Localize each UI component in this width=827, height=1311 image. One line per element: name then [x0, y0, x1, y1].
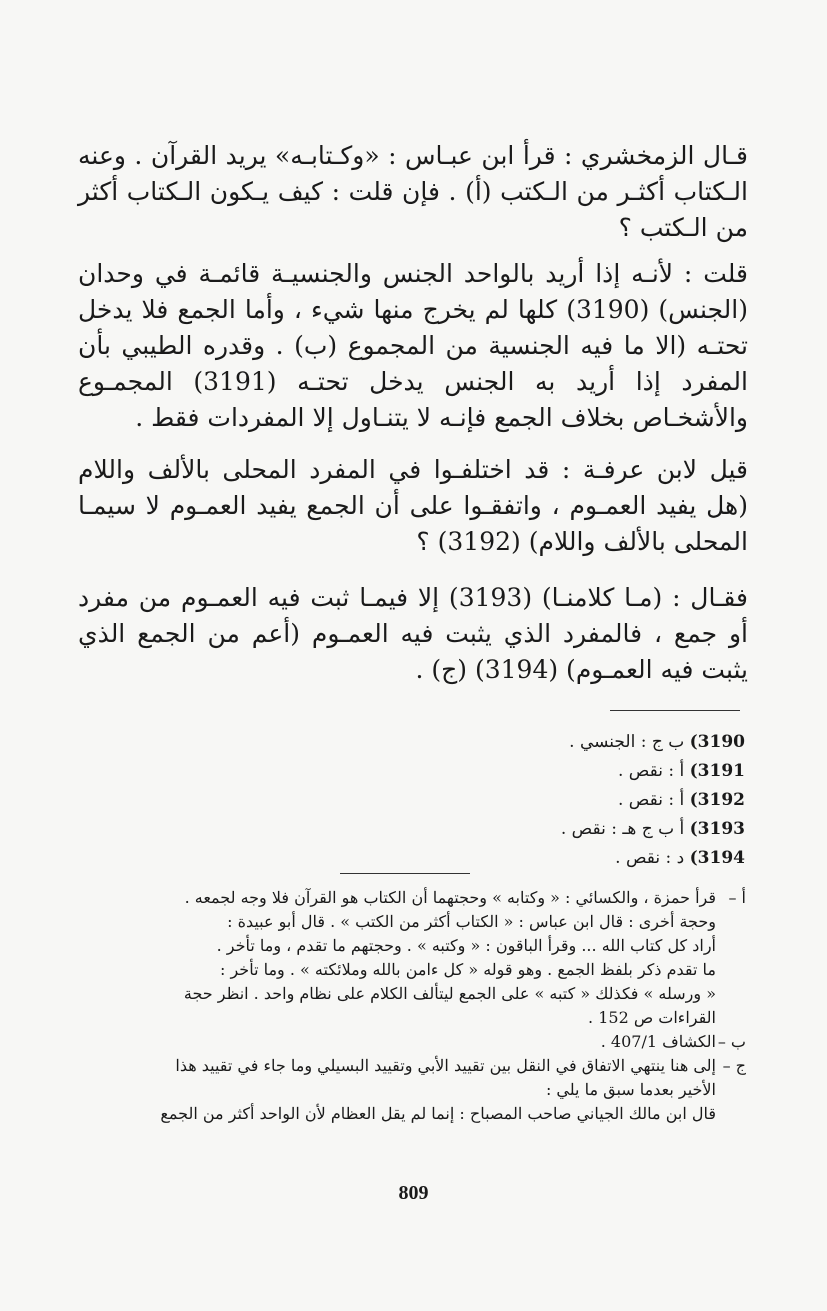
footnote-line: الكشاف 407/1 . — [600, 1032, 716, 1051]
paragraph-zamakhshari: قـال الزمخشري : قرأ ابن عبـاس : «وكـتابـه» يريد القرآن . وعنه الـكتاب أكثـر من الـكتب (أ) . فإن قلت : كيف يـكون الـكتاب أكثر من الـكتب ؟ — [78, 141, 748, 242]
variant-note — [500, 728, 745, 757]
variant-note-text: ب ج : الجنسي . — [569, 732, 685, 752]
footnotes — [78, 886, 746, 1126]
variant-note-number: 3191) — [689, 761, 745, 781]
variant-note-text: د : نقص . — [615, 848, 685, 868]
variant-note — [500, 815, 745, 844]
footnote-line: إلى هنا ينتهي الاتفاق في النقل بين تقييد الأبي وتقييد البسيلي وما جاء في تقييد هذا — [175, 1056, 716, 1075]
footnote-line: الأخير بعدما سبق ما يلي : — [545, 1080, 716, 1099]
notes-divider — [610, 710, 740, 711]
paragraph-reply: فقـال : (مـا كلامنـا) (3193) إلا فيمـا ثبت فيه العمـوم من مفرد أو جمع ، فالمفرد الذي يثبت فيه العمـوم (أعم من الجمع الذي يثبت فيه العمـوم) (3194) (ج) . — [78, 583, 749, 684]
footnote-line: القراءات ص 152 . — [588, 1008, 716, 1027]
variant-note-text: أ : نقص . — [617, 761, 685, 781]
footnote-line: قرأ حمزة ، والكسائي : « وكتابه » وحجتهما أن الكتاب هو القرآن فلا وجه لجمعه . — [184, 888, 716, 907]
footnote-jim — [78, 1054, 746, 1078]
footnote-ba — [78, 1030, 746, 1054]
footnote-label: ج – — [722, 1056, 746, 1075]
footnote-line: « ورسله » فكذلك « كتبه » على الجمع ليتألف الكلام على نظام واحد . انظر حجة — [183, 984, 716, 1003]
variant-notes — [500, 728, 745, 873]
variant-note — [500, 757, 745, 786]
footnotes-divider — [340, 873, 470, 874]
page-number: 809 — [398, 1182, 429, 1204]
variant-note-number: 3192) — [689, 790, 745, 810]
footnote-line: وحجة أخرى : قال ابن عباس : « الكتاب أكثر من الكتب » . قال أبو عبيدة : — [227, 912, 716, 931]
paragraph-answer: قلت : لأنـه إذا أريد بالواحد الجنس والجنسيـة قائمـة في وحدان (الجنس) (3190) كلها لم يخرج منها شيء ، وأما الجمع فلا يدخل تحتـه (الا ما فيه الجنسية من المجموع (ب) . وقدره الطيبي بأن المفرد إذا أريد به الجنس يدخل تحتـه (3191) المجمـوع والأشخـاص بخلاف الجمع فإنـه لا يتنـاول إلا المفردات فقط . — [78, 259, 748, 432]
footnote-line: ما تقدم ذكر بلفظ الجمع . وهو قوله « كل ءامن بالله وملائكته » . وما تأخر : — [220, 960, 716, 979]
paragraph-ibn-arafa: قيل لابن عرفـة : قد اختلفـوا في المفرد المحلى بالألف واللام (هل يفيد العمـوم ، واتفقـوا على أن الجمع يفيد العمـوم لا سيمـا المحلى بالألف واللام) (3192) ؟ — [78, 455, 748, 556]
variant-note — [500, 786, 745, 815]
variant-note-text: أ : نقص . — [617, 790, 685, 810]
variant-note — [500, 844, 745, 873]
footnote-line: أراد كل كتاب الله ... وقرأ الباقون : « وكتبه » . وحجتهم ما تقدم ، وما تأخر . — [216, 936, 716, 955]
variant-note-number: 3193) — [689, 819, 745, 839]
footnote-line: قال ابن مالك الجياني صاحب المصباح : إنما لم يقل العظام لأن الواحد أكثر من الجمع — [160, 1104, 716, 1123]
footnote-label: ب – — [717, 1032, 746, 1051]
variant-note-text: أ ب ج هـ : نقص . — [560, 819, 685, 839]
variant-note-number: 3190) — [689, 732, 745, 752]
footnote-label: أ – — [728, 888, 746, 907]
footnote-alif — [78, 886, 746, 910]
variant-note-number: 3194) — [689, 848, 745, 868]
